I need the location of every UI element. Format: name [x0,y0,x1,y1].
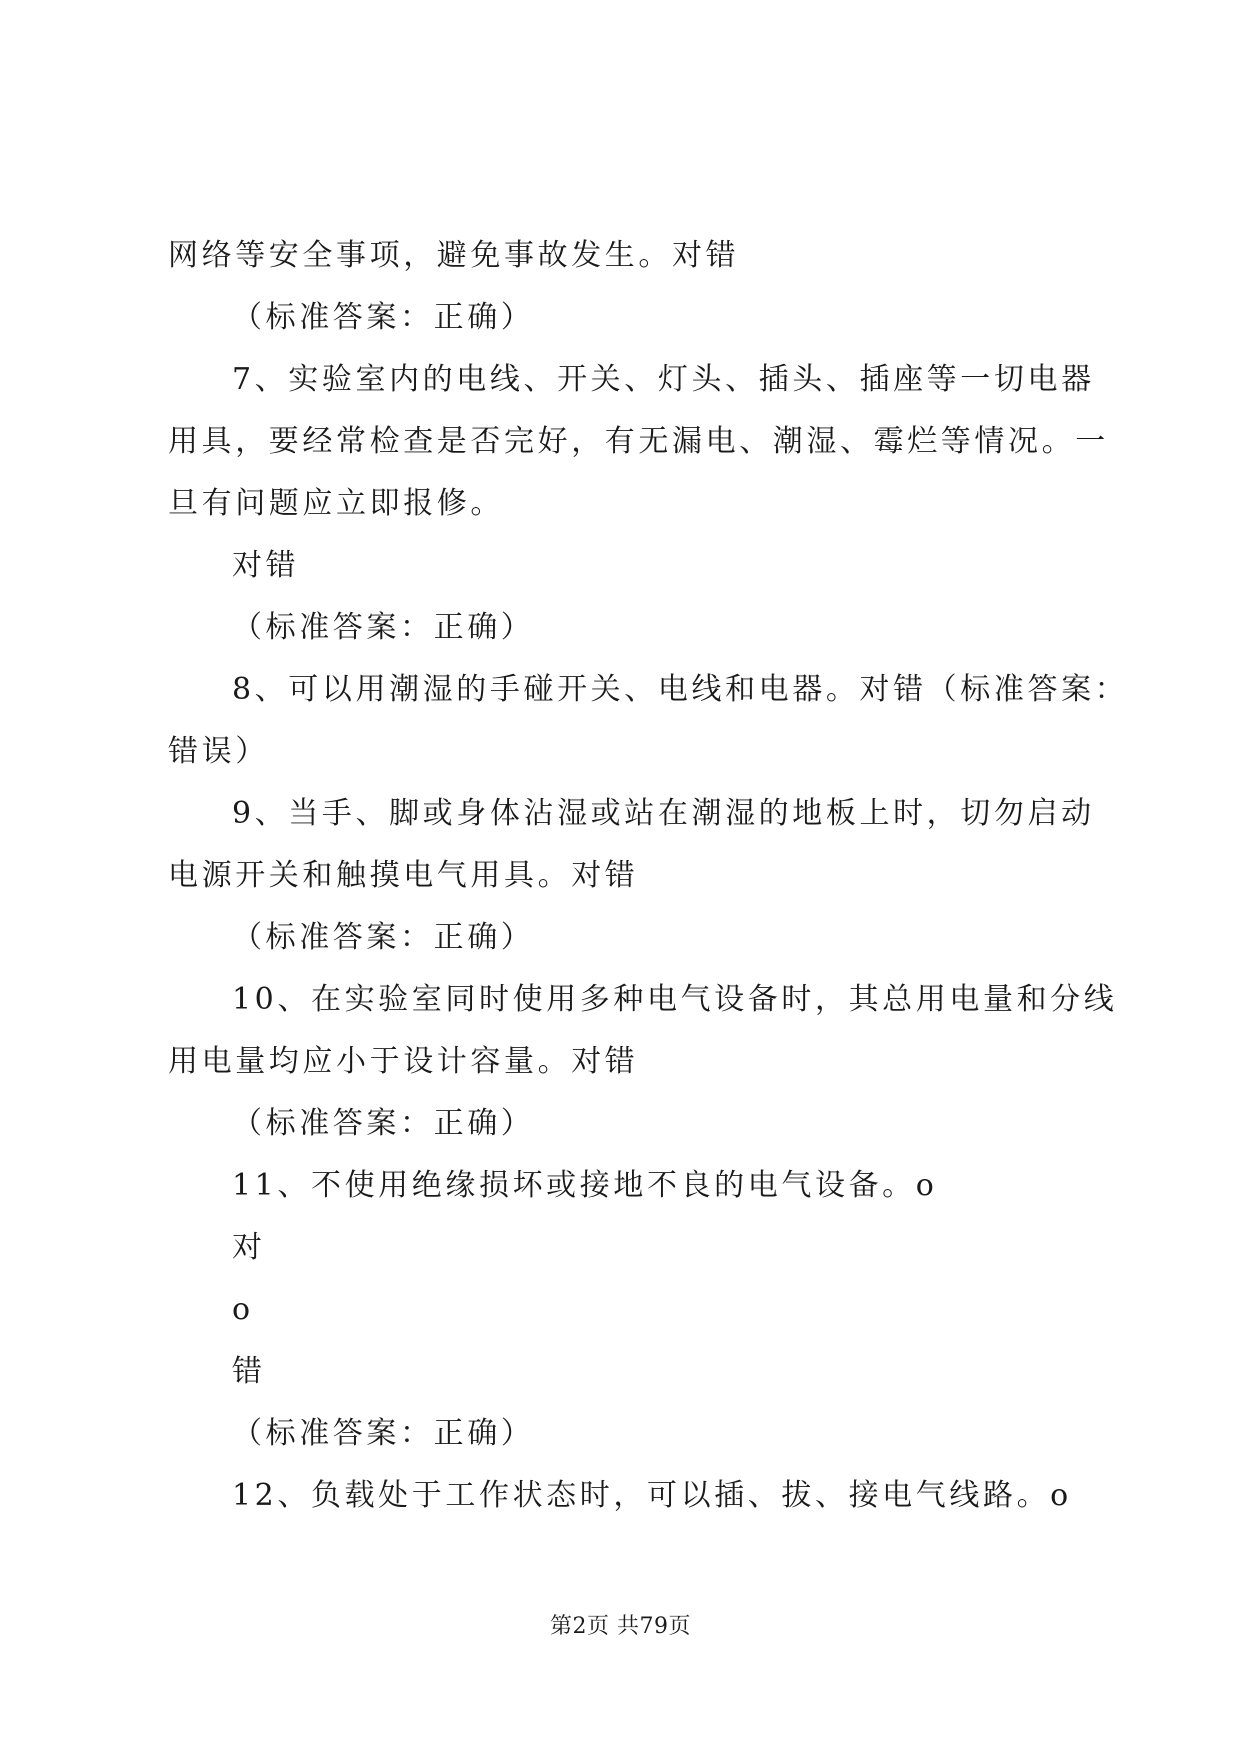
text-line-1: 网络等安全事项，避免事故发生。对错 [168,238,740,273]
question-7-options: 对错 [232,548,300,583]
answer-line-10: （标准答案：正确） [232,1106,535,1141]
question-9-line-2: 电源开关和触摸电气用具。对错 [168,858,639,893]
question-8-line-2: 错误） [168,734,269,769]
question-11-option-marker: o [232,1292,254,1327]
question-12-line-1: 12、负载处于工作状态时，可以插、拔、接电气线路。o [232,1478,1072,1513]
answer-line-6: （标准答案：正确） [232,300,535,335]
question-7-line-3: 旦有问题应立即报修。 [168,486,504,521]
question-10-line-2: 用电量均应小于设计容量。对错 [168,1044,639,1079]
question-11-option-false: 错 [232,1354,266,1389]
question-7-line-1: 7、实验室内的电线、开关、灯头、插头、插座等一切电器 [232,362,1095,397]
question-9-line-1: 9、当手、脚或身体沾湿或站在潮湿的地板上时，切勿启动 [232,796,1095,831]
question-11-option-true: 对 [232,1230,266,1265]
answer-line-9: （标准答案：正确） [232,920,535,955]
question-10-line-1: 10、在实验室同时使用多种电气设备时，其总用电量和分线 [232,982,1118,1017]
page-footer: 第2页 共79页 [550,1614,691,1639]
question-8-line-1: 8、可以用潮湿的手碰开关、电线和电器。对错（标准答案： [232,672,1129,707]
answer-line-11: （标准答案：正确） [232,1416,535,1451]
question-11-line-1: 11、不使用绝缘损坏或接地不良的电气设备。o [232,1168,938,1203]
answer-line-7: （标准答案：正确） [232,610,535,645]
question-7-line-2: 用具，要经常检查是否完好，有无漏电、潮湿、霉烂等情况。一 [168,424,1109,459]
